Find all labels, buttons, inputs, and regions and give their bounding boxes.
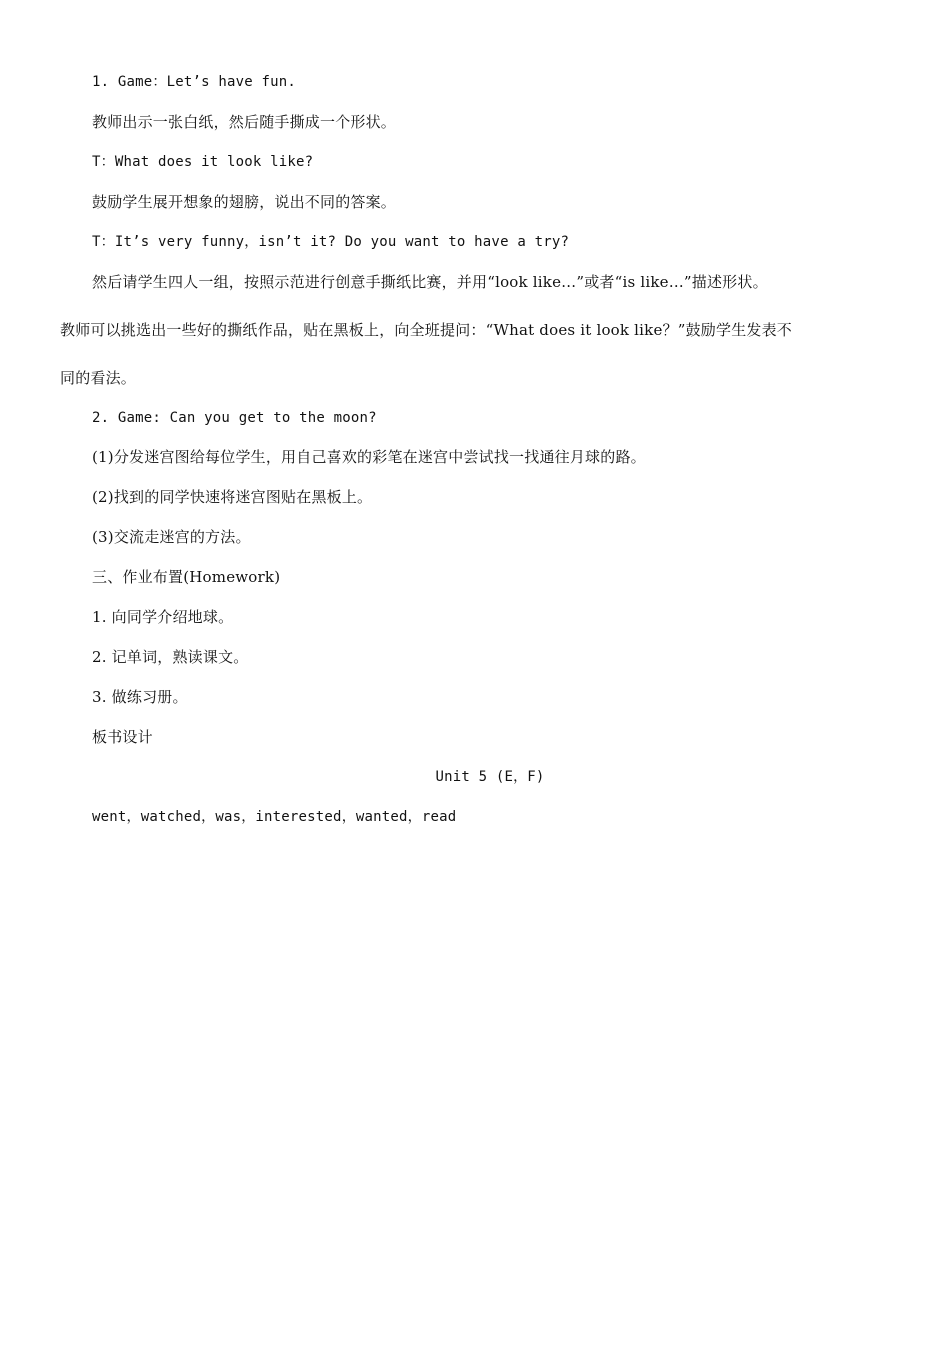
homework-item-2: 2. 记单词，熟读课文。 [92,648,249,666]
maze-step-3: (3)交流走迷宫的方法。 [92,528,251,546]
homework-item-1: 1. 向同学介绍地球。 [92,608,234,626]
maze-step-1: (1)分发迷宫图给每位学生，用自己喜欢的彩笔在迷宫中尝试找一找通往月球的路。 [92,448,646,466]
maze-step-2: (2)找到的同学快速将迷宫图贴在黑板上。 [92,488,373,506]
game-1-heading: 1. Game：Let’s have fun. [92,74,297,90]
homework-heading: 三、作业布置(Homework) [92,568,281,586]
homework-item-3: 3. 做练习册。 [92,688,188,706]
board-design-heading: 板书设计 [92,728,153,746]
paragraph-group-contest: 然后请学生四人一组，按照示范进行创意手撕纸比赛，并用“look like…”或者“is like…”描述形状。 [92,273,768,291]
paragraph-encourage-imagination: 鼓励学生展开想象的翅膀，说出不同的答案。 [92,193,397,211]
paragraph-select-works-cont: 同的看法。 [60,369,137,387]
teacher-question-look-like: T：What does it look like? [92,154,314,170]
paragraph-teacher-paper: 教师出示一张白纸，然后随手撕成一个形状。 [92,113,397,131]
game-2-heading: 2. Game: Can you get to the moon? [92,410,377,426]
paragraph-select-works: 教师可以挑选出一些好的撕纸作品，贴在黑板上，向全班提问：“What does it look like？”鼓励学生发表不 [60,321,793,339]
board-word-list: went，watched，was，interested，wanted，read [92,809,457,825]
board-unit-title: Unit 5 (E，F) [435,769,545,785]
teacher-question-try: T：It’s very funny，isn’t it? Do you want to have a try? [92,234,570,250]
